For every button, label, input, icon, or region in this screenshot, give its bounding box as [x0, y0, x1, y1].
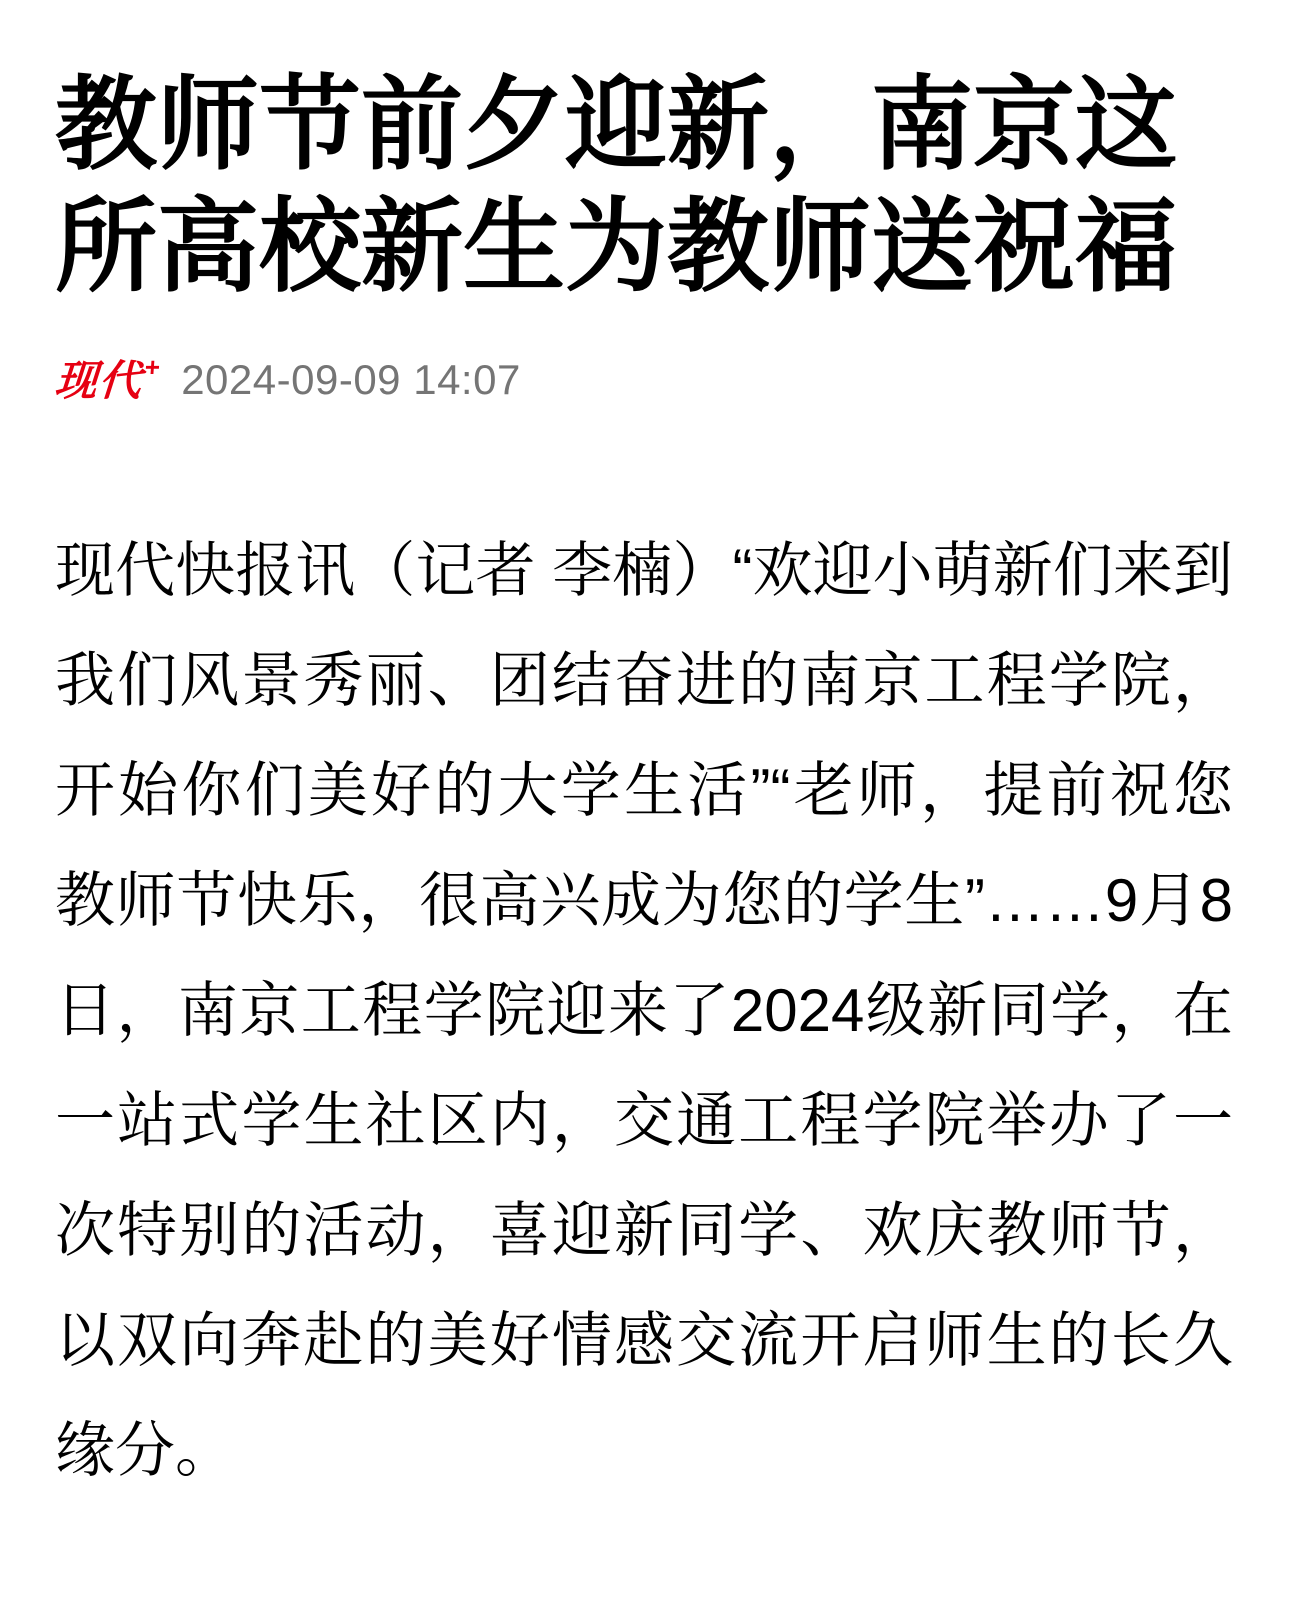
publish-timestamp: 2024-09-09 14:07 [181, 356, 521, 403]
article-body: 现代快报讯（记者 李楠）“欢迎小萌新们来到我们风景秀丽、团结奋进的南京工程学院，开始你们美好的大学生活”“老师，提前祝您教师节快乐，很高兴成为您的学生”……9月8日，南京工程学院迎来了2024级新同学，在一站式学生社区内，交通工程学院举办了一次特别的活动，喜迎新同学、欢庆教师节，以双向奔赴的美好情感交流开启师生的长久缘分。 [55, 537, 1233, 1484]
publisher-logo-text: 现代 [53, 357, 145, 404]
publisher-logo [53, 352, 164, 404]
publisher-logo-plus-icon: + [143, 352, 164, 382]
article-title: 教师节前夕迎新，南京这所高校新生为教师送祝福 [55, 68, 1177, 304]
article-view [0, 64, 1290, 1546]
article-meta [55, 354, 1233, 406]
